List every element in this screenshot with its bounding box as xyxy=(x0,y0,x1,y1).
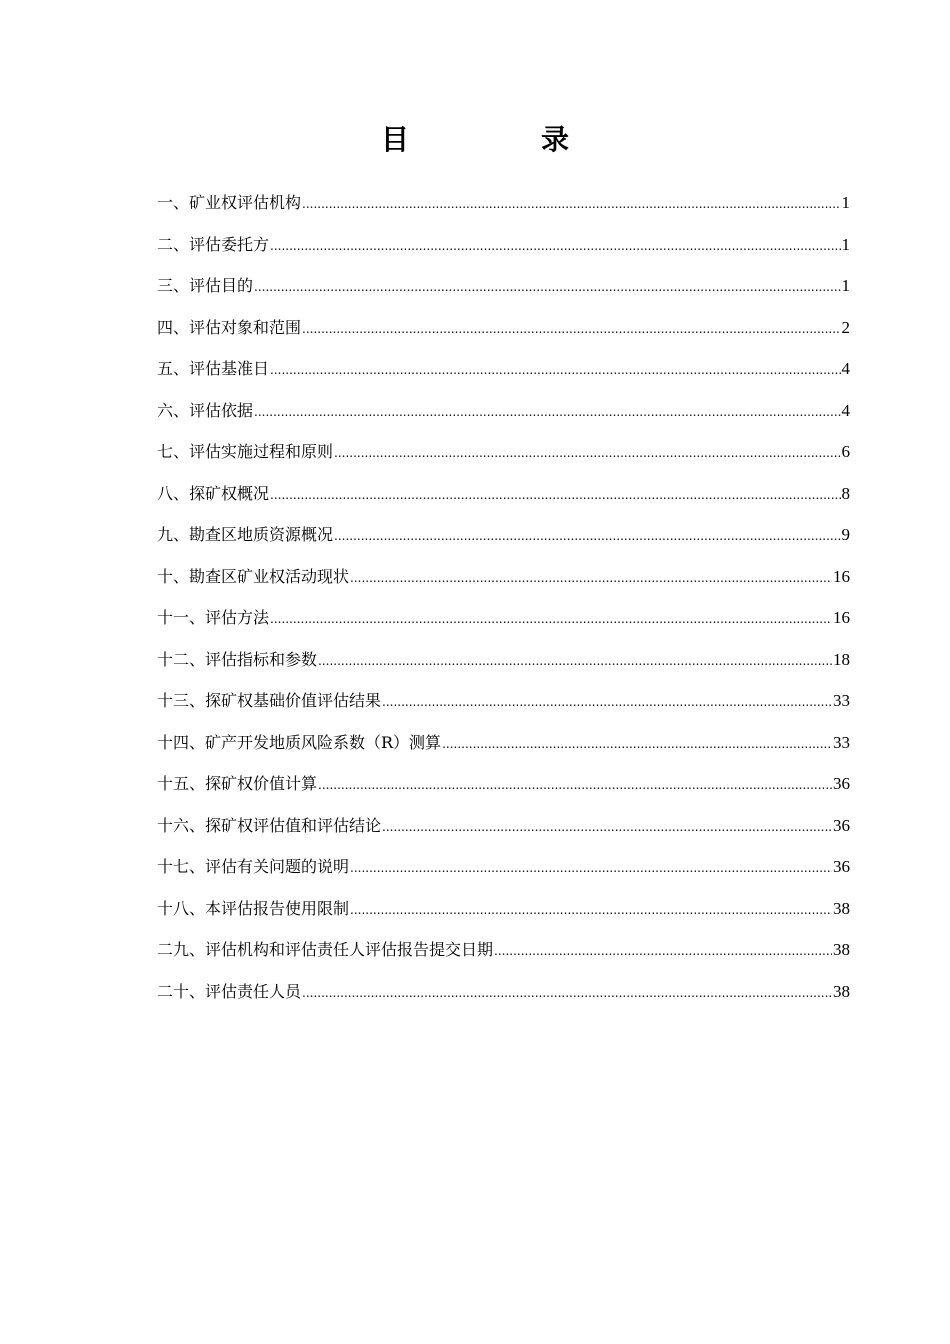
toc-entry-page-number: 1 xyxy=(841,276,850,295)
toc-entry[interactable] xyxy=(157,763,850,805)
toc-entry-page-number: 4 xyxy=(841,359,850,378)
toc-entry[interactable] xyxy=(157,805,850,847)
toc-entry-page-number: 36 xyxy=(833,815,850,835)
toc-entry-page-number: 1 xyxy=(841,193,850,212)
toc-entry-label: 二十、评估责任人员 xyxy=(157,981,302,1001)
toc-entry-page-number: 36 xyxy=(833,857,850,876)
toc-entry-page-number: 2 xyxy=(841,317,850,337)
toc-entry-label: 五、评估基准日 xyxy=(157,359,270,378)
toc-dot-leader xyxy=(302,973,832,1015)
toc-entry-label: 十八、本评估报告使用限制 xyxy=(157,898,350,918)
toc-dot-leader xyxy=(494,931,832,973)
toc-entry-page-number: 16 xyxy=(833,566,850,586)
toc-entry-page-number: 1 xyxy=(841,234,850,254)
toc-entry-label: 八、探矿权概况 xyxy=(157,483,270,503)
toc-entry-page-number: 8 xyxy=(841,483,850,503)
toc-entry-page-number: 9 xyxy=(841,525,850,544)
toc-entry[interactable] xyxy=(157,971,850,1013)
toc-dot-leader xyxy=(382,682,832,724)
toc-dot-leader xyxy=(318,641,832,683)
toc-dot-leader xyxy=(318,765,832,807)
toc-entry[interactable] xyxy=(157,431,850,473)
toc-entry[interactable] xyxy=(157,224,850,266)
table-of-contents xyxy=(157,182,850,1012)
toc-entry[interactable] xyxy=(157,390,850,432)
toc-entry-label: 三、评估目的 xyxy=(157,276,254,295)
toc-dot-leader xyxy=(302,184,840,226)
toc-entry-page-number: 18 xyxy=(833,649,850,669)
toc-dot-leader xyxy=(334,516,840,558)
toc-entry-label: 十五、探矿权价值计算 xyxy=(157,774,318,793)
toc-entry-page-number: 36 xyxy=(833,774,850,793)
toc-entry-page-number: 38 xyxy=(833,940,850,959)
toc-dot-leader xyxy=(270,599,832,641)
toc-dot-leader xyxy=(350,890,832,932)
toc-dot-leader xyxy=(254,392,840,434)
toc-entry-label: 十四、矿产开发地质风险系数（R）测算 xyxy=(157,732,442,752)
toc-entry-label: 九、勘查区地质资源概况 xyxy=(157,525,334,544)
toc-entry-label: 十、勘查区矿业权活动现状 xyxy=(157,566,350,586)
toc-entry[interactable] xyxy=(157,182,850,224)
page-title: 目 录 xyxy=(380,123,621,156)
toc-entry[interactable] xyxy=(157,514,850,556)
toc-entry[interactable] xyxy=(157,846,850,888)
toc-dot-leader xyxy=(270,226,840,268)
toc-entry[interactable] xyxy=(157,680,850,722)
toc-entry-page-number: 38 xyxy=(833,898,850,918)
toc-dot-leader xyxy=(350,848,832,890)
toc-entry-page-number: 6 xyxy=(841,442,850,461)
toc-dot-leader xyxy=(254,267,840,309)
toc-entry-page-number: 33 xyxy=(833,732,850,752)
toc-entry-label: 二、评估委托方 xyxy=(157,234,270,254)
toc-dot-leader xyxy=(334,433,840,475)
toc-dot-leader xyxy=(382,807,832,849)
toc-entry[interactable] xyxy=(157,307,850,349)
toc-dot-leader xyxy=(442,724,832,766)
toc-dot-leader xyxy=(302,309,840,351)
toc-entry[interactable] xyxy=(157,888,850,930)
toc-entry-label: 十六、探矿权评估值和评估结论 xyxy=(157,815,382,835)
toc-entry[interactable] xyxy=(157,639,850,681)
toc-entry-label: 七、评估实施过程和原则 xyxy=(157,442,334,461)
toc-entry-label: 一、矿业权评估机构 xyxy=(157,193,302,212)
toc-entry-label: 六、评估依据 xyxy=(157,400,254,420)
toc-entry-label: 十二、评估指标和参数 xyxy=(157,649,318,669)
toc-entry-page-number: 4 xyxy=(841,400,850,420)
toc-entry[interactable] xyxy=(157,722,850,764)
toc-entry-label: 十七、评估有关问题的说明 xyxy=(157,857,350,876)
toc-dot-leader xyxy=(350,558,832,600)
toc-entry-label: 二九、评估机构和评估责任人评估报告提交日期 xyxy=(157,940,494,959)
toc-entry[interactable] xyxy=(157,556,850,598)
toc-entry[interactable] xyxy=(157,265,850,307)
toc-entry[interactable] xyxy=(157,473,850,515)
toc-entry-label: 四、评估对象和范围 xyxy=(157,317,302,337)
toc-entry-label: 十三、探矿权基础价值评估结果 xyxy=(157,691,382,710)
toc-entry[interactable] xyxy=(157,929,850,971)
toc-entry-page-number: 33 xyxy=(833,691,850,710)
toc-entry-label: 十一、评估方法 xyxy=(157,608,270,627)
toc-entry[interactable] xyxy=(157,348,850,390)
toc-entry-page-number: 38 xyxy=(833,981,850,1001)
toc-dot-leader xyxy=(270,350,840,392)
toc-entry[interactable] xyxy=(157,597,850,639)
toc-dot-leader xyxy=(270,475,840,517)
toc-entry-page-number: 16 xyxy=(833,608,850,627)
